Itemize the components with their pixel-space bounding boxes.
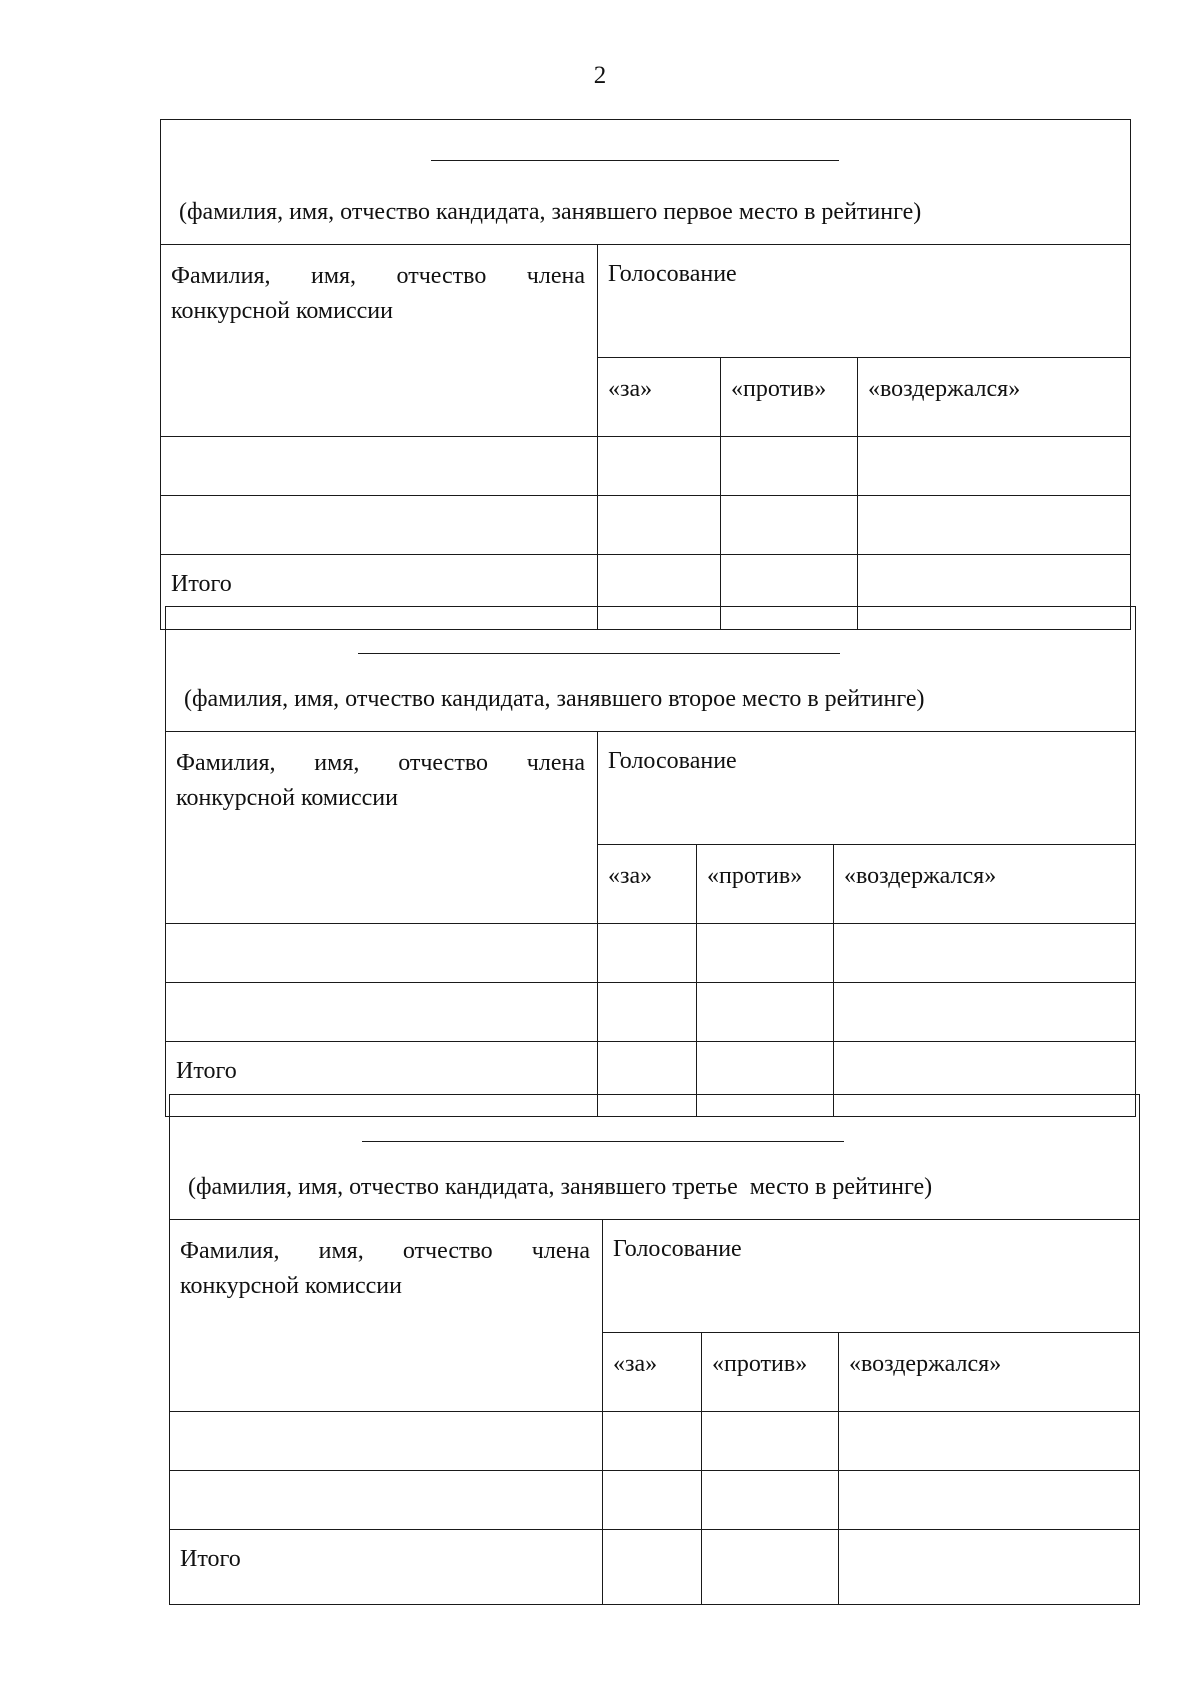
member-name-cell[interactable] [161, 437, 598, 496]
voting-table-second-place [165, 606, 1136, 1117]
candidate-name-cell [170, 1095, 1140, 1220]
candidate-name-blank-line[interactable] [358, 653, 840, 654]
member-column-header: Фамилия, имя, отчество члена конкурсной комиссии [161, 245, 598, 437]
vote-option-abstain: «воздержался» [834, 845, 1136, 924]
member-name-cell[interactable] [161, 496, 598, 555]
vote-option-against: «против» [721, 358, 858, 437]
voting-table-first-place [160, 119, 1131, 630]
total-abstain-cell[interactable] [839, 1530, 1140, 1605]
member-name-cell[interactable] [170, 1471, 603, 1530]
vote-for-cell[interactable] [598, 496, 721, 555]
vote-against-cell[interactable] [702, 1471, 839, 1530]
vote-abstain-cell[interactable] [839, 1412, 1140, 1471]
candidate-name-blank-line[interactable] [362, 1141, 844, 1142]
vote-option-against: «против» [697, 845, 834, 924]
vote-abstain-cell[interactable] [834, 924, 1136, 983]
voting-header: Голосование [603, 1220, 1140, 1333]
vote-abstain-cell[interactable] [839, 1471, 1140, 1530]
member-name-cell[interactable] [166, 924, 598, 983]
member-row [170, 1471, 1140, 1530]
vote-for-cell[interactable] [598, 924, 697, 983]
voting-header: Голосование [598, 732, 1136, 845]
candidate-name-blank-line[interactable] [431, 160, 839, 161]
vote-against-cell[interactable] [702, 1412, 839, 1471]
vote-against-cell[interactable] [697, 983, 834, 1042]
total-label: Итого [161, 555, 598, 630]
vote-abstain-cell[interactable] [858, 496, 1131, 555]
member-row [166, 924, 1136, 983]
member-row [161, 496, 1131, 555]
member-name-cell[interactable] [170, 1412, 603, 1471]
voting-table-third-place [169, 1094, 1140, 1605]
total-label: Итого [170, 1530, 603, 1605]
total-against-cell[interactable] [702, 1530, 839, 1605]
vote-option-against: «против» [702, 1333, 839, 1412]
member-row [170, 1412, 1140, 1471]
candidate-caption: (фамилия, имя, отчество кандидата, занявшего второе место в рейтинге) [184, 686, 925, 713]
vote-against-cell[interactable] [721, 496, 858, 555]
candidate-name-cell [166, 607, 1136, 732]
total-for-cell[interactable] [603, 1530, 702, 1605]
member-name-cell[interactable] [166, 983, 598, 1042]
total-row [170, 1530, 1140, 1605]
candidate-caption: (фамилия, имя, отчество кандидата, занявшего третье место в рейтинге) [188, 1174, 933, 1201]
vote-option-for: «за» [598, 358, 721, 437]
member-row [161, 437, 1131, 496]
member-column-header: Фамилия, имя, отчество члена конкурсной комиссии [166, 732, 598, 924]
vote-abstain-cell[interactable] [834, 983, 1136, 1042]
vote-option-for: «за» [603, 1333, 702, 1412]
vote-against-cell[interactable] [721, 437, 858, 496]
voting-header: Голосование [598, 245, 1131, 358]
total-label: Итого [166, 1042, 598, 1117]
vote-against-cell[interactable] [697, 924, 834, 983]
vote-for-cell[interactable] [603, 1471, 702, 1530]
member-row [166, 983, 1136, 1042]
page-number: 2 [593, 62, 607, 89]
vote-abstain-cell[interactable] [858, 437, 1131, 496]
vote-option-abstain: «воздержался» [858, 358, 1131, 437]
candidate-name-cell [161, 120, 1131, 245]
member-column-header: Фамилия, имя, отчество члена конкурсной комиссии [170, 1220, 603, 1412]
vote-option-abstain: «воздержался» [839, 1333, 1140, 1412]
vote-for-cell[interactable] [603, 1412, 702, 1471]
vote-for-cell[interactable] [598, 983, 697, 1042]
vote-option-for: «за» [598, 845, 697, 924]
candidate-caption: (фамилия, имя, отчество кандидата, занявшего первое место в рейтинге) [179, 199, 922, 226]
vote-for-cell[interactable] [598, 437, 721, 496]
